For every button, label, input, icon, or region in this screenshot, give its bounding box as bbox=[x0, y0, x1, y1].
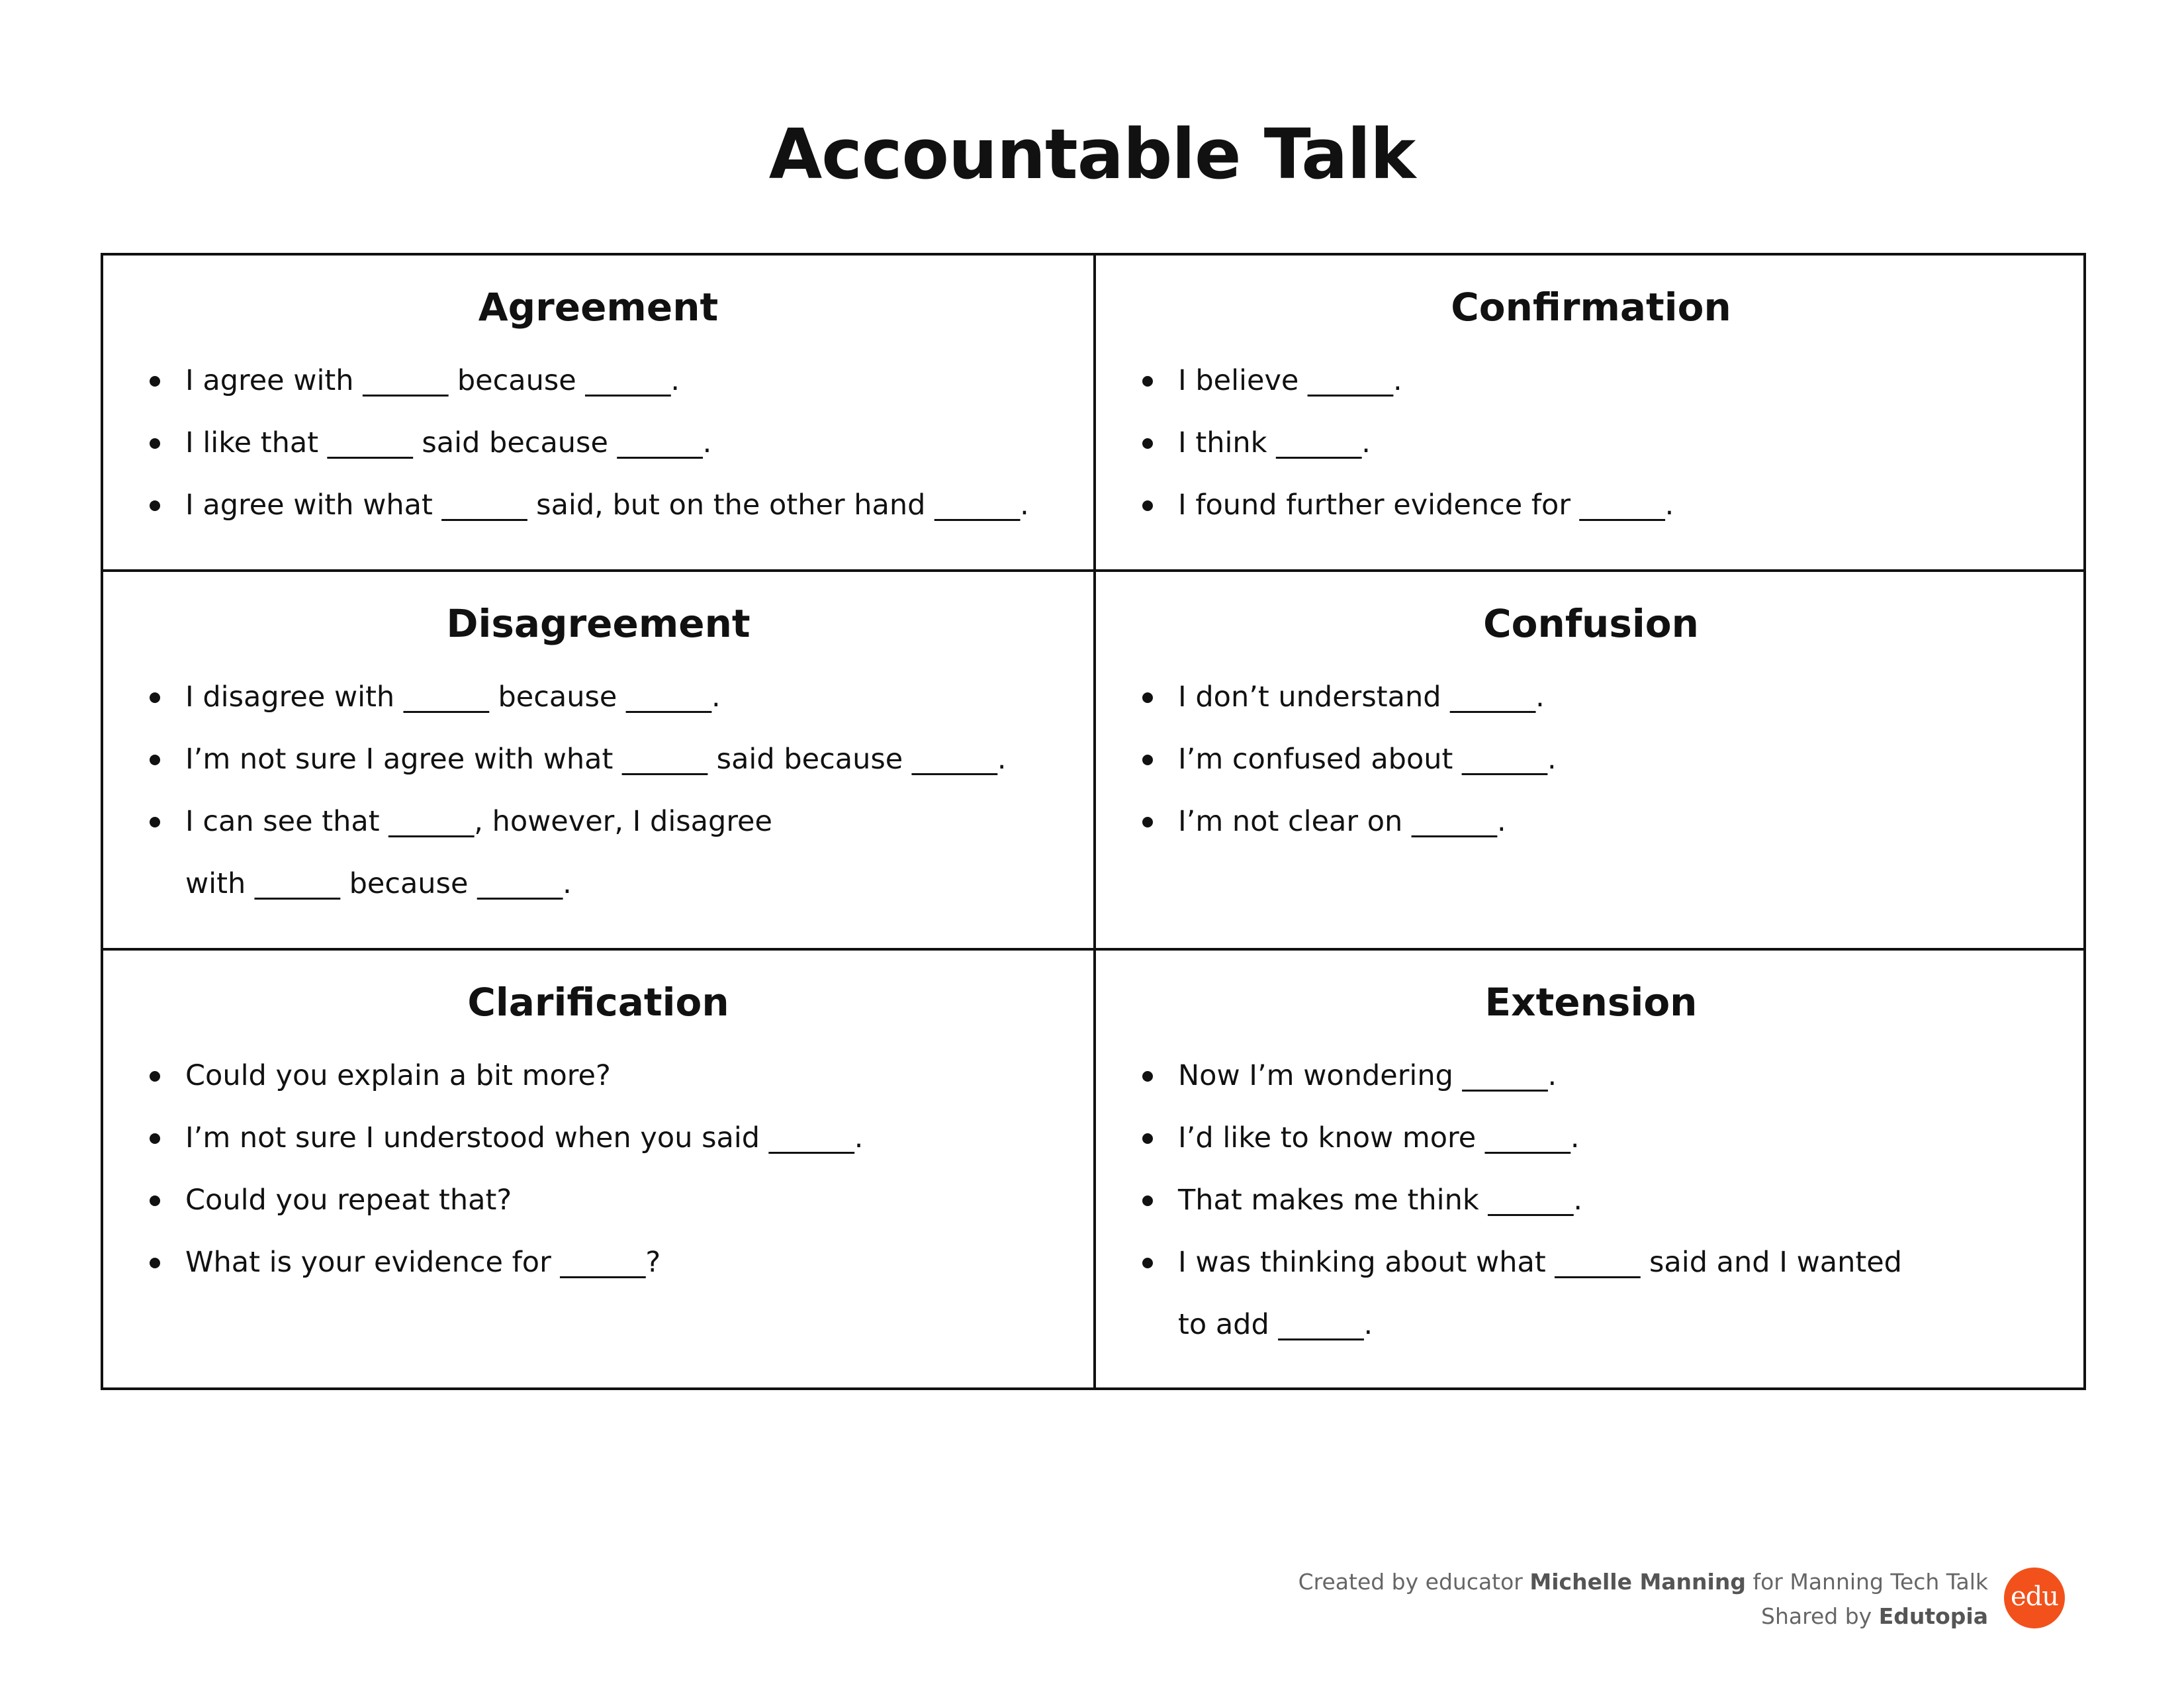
sentence-starter-list bbox=[150, 1045, 1067, 1293]
section-heading: Confusion bbox=[1483, 601, 1699, 646]
author-name: Michelle Manning bbox=[1529, 1569, 1746, 1595]
shared-by-name: Edutopia bbox=[1878, 1603, 1988, 1629]
list-item: I’m not sure I understood when you said ______. bbox=[150, 1107, 1067, 1169]
list-item: I’m not sure I agree with what ______ said because ______. bbox=[150, 728, 1067, 790]
sentence-starter-list bbox=[150, 350, 1073, 536]
list-item: I’m not clear on ______. bbox=[1142, 790, 2060, 853]
confusion-section bbox=[1096, 572, 2086, 951]
sentence-starter-list bbox=[1142, 666, 2060, 853]
sentence-starter-list bbox=[1142, 350, 2060, 536]
list-item: I was thinking about what ______ said and I wanted to add ______. bbox=[1142, 1231, 1926, 1356]
list-item: I agree with ______ because ______. bbox=[150, 350, 1073, 412]
created-prefix: Created by educator bbox=[1298, 1569, 1523, 1595]
clarification-section bbox=[103, 951, 1096, 1387]
section-heading: Disagreement bbox=[446, 601, 751, 646]
list-item: I can see that ______, however, I disagree with ______ because ______. bbox=[150, 790, 781, 915]
credits bbox=[1298, 1565, 1988, 1634]
list-item: That makes me think ______. bbox=[1142, 1169, 2060, 1231]
list-item: I found further evidence for ______. bbox=[1142, 474, 2060, 536]
list-item: I believe ______. bbox=[1142, 350, 2060, 412]
disagreement-section bbox=[103, 572, 1096, 951]
extension-section bbox=[1096, 951, 2086, 1387]
list-item: I disagree with ______ because ______. bbox=[150, 666, 1067, 728]
agreement-section bbox=[103, 256, 1096, 572]
accountable-talk-grid bbox=[101, 253, 2086, 1390]
shared-by-line bbox=[1298, 1599, 1988, 1634]
list-item: I’m confused about ______. bbox=[1142, 728, 2060, 790]
section-heading: Extension bbox=[1484, 980, 1698, 1025]
confirmation-section bbox=[1096, 256, 2086, 572]
created-suffix: for Manning Tech Talk bbox=[1752, 1569, 1988, 1595]
list-item: I’d like to know more ______. bbox=[1142, 1107, 2060, 1169]
list-item: I don’t understand ______. bbox=[1142, 666, 2060, 728]
sentence-starter-list bbox=[150, 666, 1067, 915]
list-item: What is your evidence for ______? bbox=[150, 1231, 1067, 1293]
page-title: Accountable Talk bbox=[768, 114, 1416, 195]
list-item: I like that ______ said because ______. bbox=[150, 412, 1073, 474]
created-by-line bbox=[1298, 1565, 1988, 1599]
list-item: I think ______. bbox=[1142, 412, 2060, 474]
shared-prefix: Shared by bbox=[1761, 1603, 1872, 1629]
list-item: Could you explain a bit more? bbox=[150, 1045, 1067, 1107]
list-item: Now I’m wondering ______. bbox=[1142, 1045, 2060, 1107]
section-heading: Confirmation bbox=[1451, 285, 1731, 330]
list-item: I agree with what ______ said, but on the other hand ______. bbox=[150, 474, 1073, 536]
list-item: Could you repeat that? bbox=[150, 1169, 1067, 1231]
section-heading: Clarification bbox=[467, 980, 729, 1025]
edutopia-logo: edu bbox=[2004, 1568, 2065, 1628]
sentence-starter-list bbox=[1142, 1045, 2060, 1356]
section-heading: Agreement bbox=[478, 285, 719, 330]
